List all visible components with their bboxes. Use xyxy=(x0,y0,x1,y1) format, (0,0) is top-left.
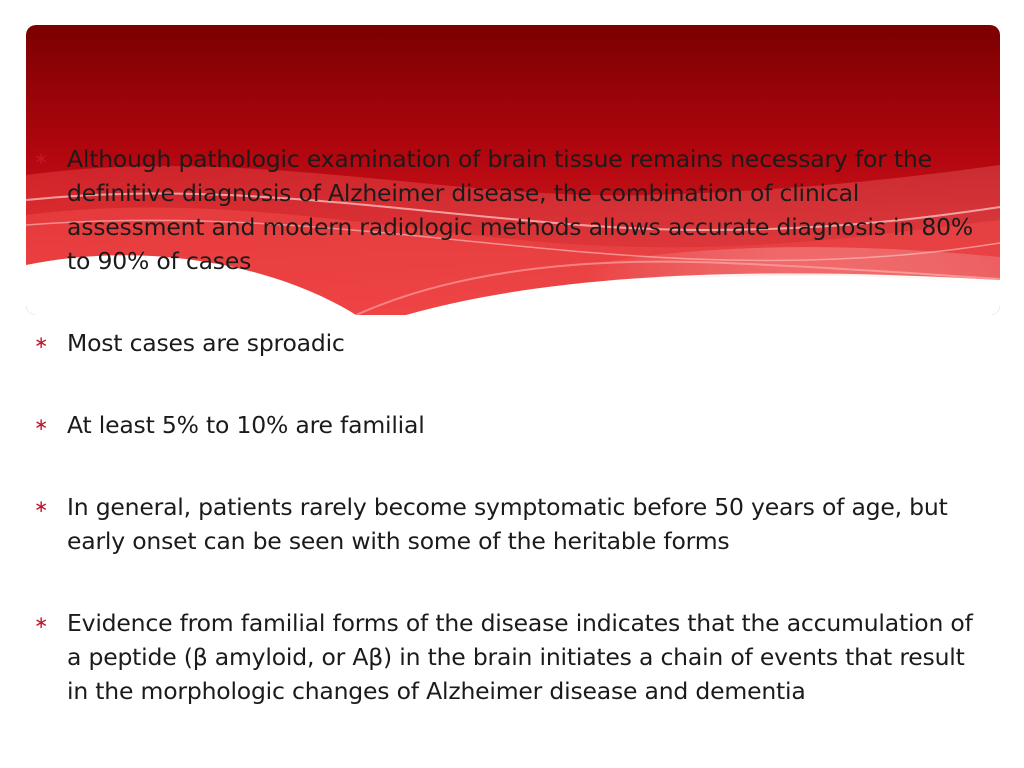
bullet-marker: ∗ xyxy=(34,149,49,169)
bullet-text: At least 5% to 10% are familial xyxy=(67,411,425,439)
bullet-text: In general, patients rarely become symptomatic before 50 years of age, but early onset can be seen with some of the heritable forms xyxy=(67,493,948,555)
bullet-text: Evidence from familial forms of the disease indicates that the accumulation of a peptide (β amyloid, or Aβ) in the brain initiates a chain of events that result in the morphologic changes of Alzheimer disease and dementia xyxy=(67,609,973,705)
bullet-marker: ∗ xyxy=(34,415,49,435)
bullet-item-sporadic xyxy=(34,326,974,360)
bullet-text: Most cases are sproadic xyxy=(67,329,345,357)
bullet-item-diagnosis xyxy=(34,142,974,278)
bullet-marker: ∗ xyxy=(34,497,49,517)
bullet-item-onset xyxy=(34,490,974,558)
bullet-marker: ∗ xyxy=(34,613,49,633)
bullet-list xyxy=(34,142,974,708)
bullet-marker: ∗ xyxy=(34,333,49,353)
bullet-item-familial xyxy=(34,408,974,442)
bullet-text: Although pathologic examination of brain tissue remains necessary for the definitive diagnosis of Alzheimer disease, the combination of clinical assessment and modern radiologic methods allows accurate diagnosis in 80% to 90% of cases xyxy=(67,145,973,275)
bullet-item-amyloid xyxy=(34,606,974,708)
